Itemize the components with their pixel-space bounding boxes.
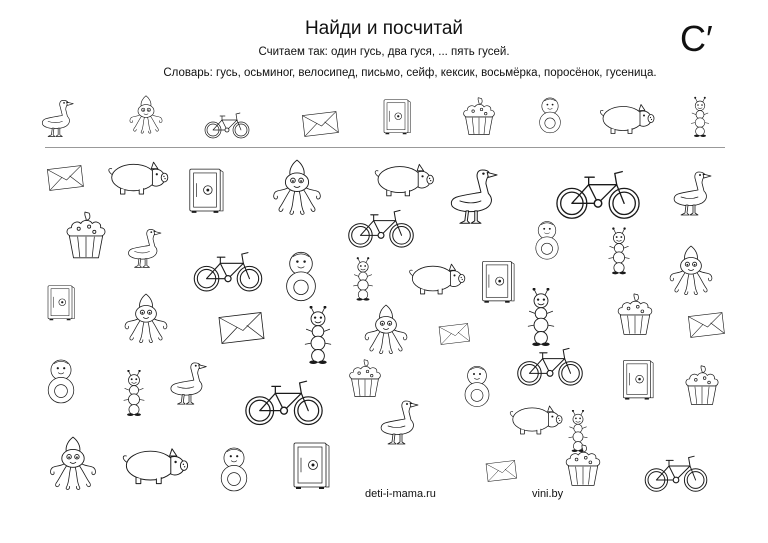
bicycle-icon bbox=[638, 452, 714, 494]
safe-icon bbox=[290, 438, 330, 494]
cupcake-icon bbox=[680, 364, 724, 408]
goose-icon bbox=[445, 163, 507, 229]
worksheet-title: Найди и посчитай bbox=[304, 18, 464, 39]
eight-icon bbox=[218, 444, 250, 494]
envelope-icon bbox=[216, 310, 266, 346]
octopus-icon bbox=[268, 155, 326, 221]
letter-mark: С′ bbox=[680, 18, 713, 59]
envelope-icon bbox=[686, 310, 726, 340]
eight-icon bbox=[462, 358, 492, 414]
bicycle-icon bbox=[188, 248, 268, 294]
envelope-icon bbox=[484, 458, 518, 484]
bicycle-icon bbox=[236, 376, 332, 428]
envelope-icon bbox=[300, 110, 340, 138]
footer-site-link[interactable]: deti-i-mama.ru bbox=[365, 488, 436, 500]
caterpillar-icon bbox=[120, 370, 148, 416]
octopus-icon bbox=[120, 290, 172, 348]
eight-icon bbox=[283, 244, 319, 308]
cupcake-icon bbox=[560, 440, 606, 492]
pig-icon bbox=[596, 100, 656, 136]
safe-icon bbox=[479, 254, 515, 310]
envelope-icon bbox=[437, 320, 471, 348]
caterpillar-icon bbox=[688, 96, 712, 138]
goose-icon bbox=[376, 394, 426, 450]
caterpillar-icon bbox=[520, 288, 562, 346]
cupcake-icon bbox=[458, 96, 500, 138]
cupcake-icon bbox=[612, 292, 658, 338]
eight-icon bbox=[45, 352, 77, 410]
goose-icon bbox=[38, 96, 80, 140]
legend-divider bbox=[45, 147, 725, 148]
eight-icon bbox=[533, 216, 561, 264]
goose-icon bbox=[669, 160, 719, 226]
dictionary-line: Словарь: гусь, осьминог, велосипед, письмо, сейф, кексик, восьмёрка, поросёнок, гусеница. bbox=[163, 67, 657, 79]
safe-icon bbox=[620, 354, 654, 406]
bicycle-icon bbox=[542, 166, 654, 222]
eight-icon bbox=[537, 94, 563, 136]
safe-icon bbox=[186, 165, 224, 217]
goose-icon bbox=[166, 354, 214, 412]
caterpillar-icon bbox=[605, 227, 633, 275]
cupcake-icon bbox=[60, 210, 112, 262]
caterpillar-icon bbox=[350, 256, 376, 302]
pig-icon bbox=[370, 160, 436, 198]
envelope-icon bbox=[45, 163, 85, 193]
safe-icon bbox=[381, 97, 411, 137]
bicycle-icon bbox=[344, 206, 418, 250]
octopus-icon bbox=[45, 434, 101, 494]
pig-icon bbox=[104, 157, 170, 197]
footer-brand-link[interactable]: vini.by bbox=[532, 488, 564, 500]
bicycle-icon bbox=[196, 110, 258, 140]
pig-icon bbox=[118, 444, 190, 486]
caterpillar-icon bbox=[300, 306, 336, 364]
octopus-icon bbox=[665, 242, 717, 300]
octopus-icon bbox=[360, 302, 412, 358]
safe-icon bbox=[45, 280, 75, 326]
counting-rule: Считаем так: один гусь, два гуся, ... пять гусей. bbox=[258, 46, 510, 58]
bicycle-icon bbox=[512, 344, 588, 388]
pig-icon bbox=[403, 260, 469, 296]
pig-icon bbox=[506, 402, 564, 436]
goose-icon bbox=[124, 212, 168, 284]
octopus-icon bbox=[126, 92, 166, 138]
